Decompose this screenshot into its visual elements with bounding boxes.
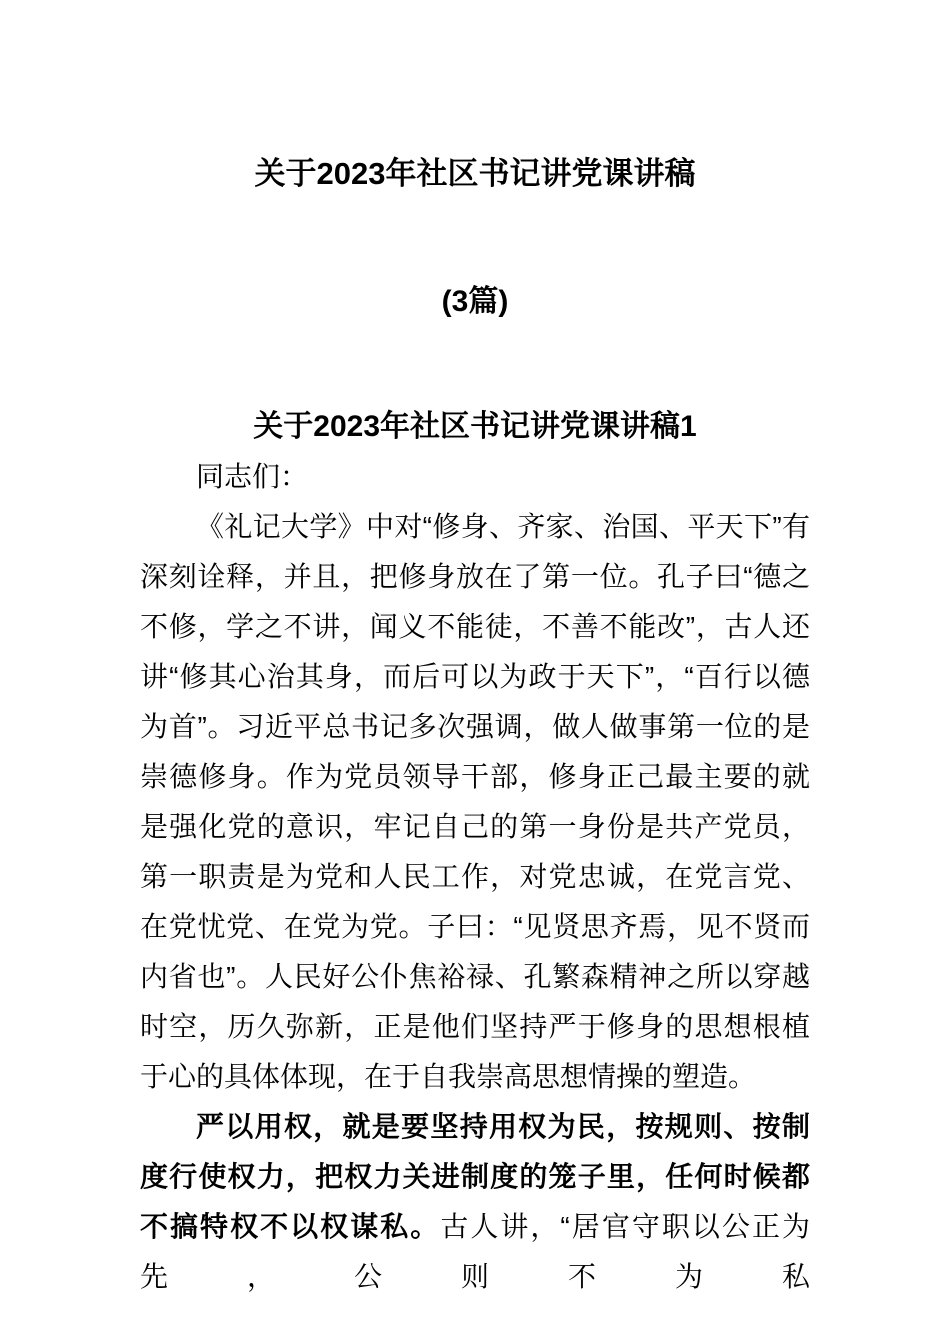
body-paragraph-1: 《礼记大学》中对“修身、齐家、治国、平天下”有深刻诠释，并且，把修身放在了第一位。孔子曰“德之不修，学之不讲，闻义不能徒，不善不能改”，古人还讲“修其心治其身，而后可以为政于天下”，“百行以德为首”。习近平总书记多次强调，做人做事第一位的是崇德修身。作为党员领导干部，修身正己最主要的就是强化党的意识，牢记自己的第一身份是共产党员，第一职责是为党和人民工作，对党忠诚，在党言党、在党忧党、在党为党。子曰：“见贤思齐焉，见不贤而内省也”。人民好公仆焦裕禄、孔繁森精神之所以穿越时空，历久弥新，正是他们坚持严于修身的思想根植于心的具体体现，在于自我崇高思想情操的塑造。 (140, 511, 810, 1092)
paragraph-2-bold-lead: 严以用权，就是要坚持用权为民，按规则、按制度行使权力，把权力关进制度的笼子里，任何时候都不搞特权不以权谋私。 (140, 1111, 810, 1242)
article-count-label: (3篇) (441, 285, 509, 318)
document-title: 关于2023年社区书记讲党课讲稿 (254, 156, 696, 191)
salutation: 同志们： (196, 461, 309, 492)
section-heading: 关于2023年社区书记讲党课讲稿1 (253, 410, 697, 443)
paragraph-2-tail: 古人讲，“居官守职以公正为先，公则不为私 (140, 1211, 810, 1292)
body-paragraph-2 (140, 1102, 810, 1302)
